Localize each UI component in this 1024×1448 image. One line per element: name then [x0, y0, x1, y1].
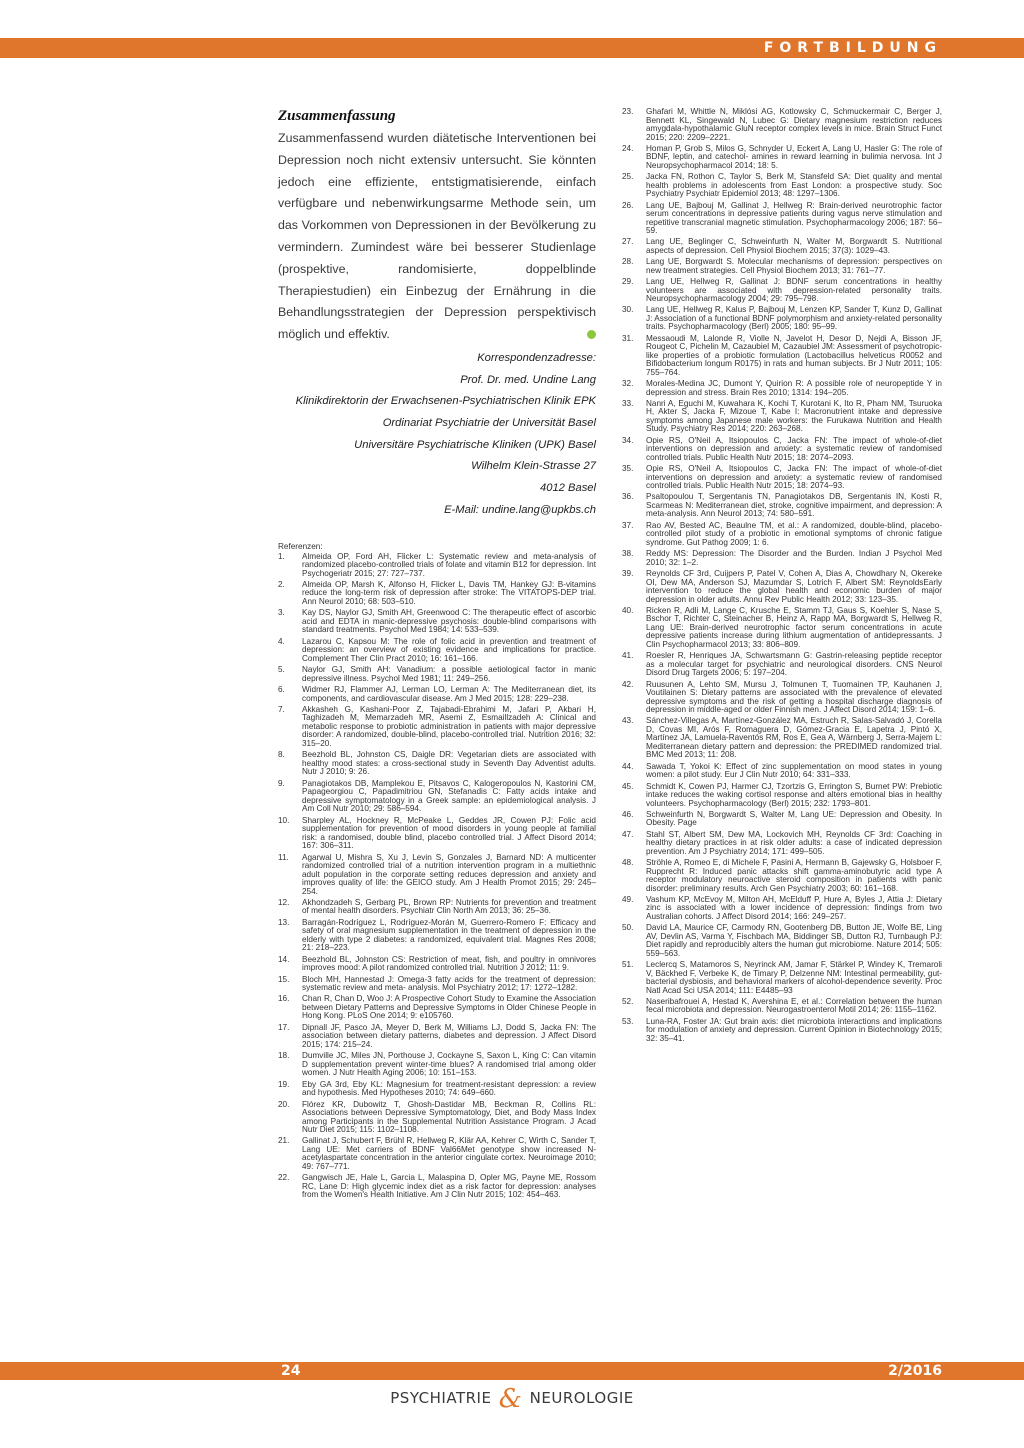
reference-item: [278, 1101, 596, 1135]
reference-item: [278, 638, 596, 664]
reference-number: 12.: [278, 897, 290, 907]
reference-item: [622, 811, 942, 828]
page-number: 24: [281, 1363, 301, 1379]
reference-item: [622, 335, 942, 378]
reference-number: 18.: [278, 1051, 290, 1061]
reference-number: 49.: [622, 894, 634, 904]
contact-position: Klinikdirektorin der Erwachsenen-Psychiatrischen Klinik EPK: [295, 395, 596, 408]
reference-text: Widmer RJ, Flammer AJ, Lerman LO, Lerman A: The Mediterranean diet, its components, and cardiovascular disease. Am J Med 2015; 128: 229–238.: [302, 685, 596, 703]
reference-number: 13.: [278, 917, 290, 927]
reference-text: Schweinfurth N, Borgwardt S, Walter M, Lang UE: Depression and Obesity. In Obesity. Page: [646, 809, 942, 828]
reference-number: 20.: [278, 1099, 290, 1109]
reference-item: [278, 609, 596, 635]
reference-text: Flórez KR, Dubowitz T, Ghosh-Dastidar MB, Beckman R, Collins RL: Associations between Depressive Symptomatology, Diet, and Body Mass Index among Participants in the Supplemental Nutrition Assistance Program. J Acad Nutr Diet 2015; 115: 1102–1108.: [302, 1099, 596, 1135]
reference-number: 23.: [622, 107, 634, 116]
reference-item: [278, 956, 596, 973]
reference-item: [622, 108, 942, 142]
references-list-right: [622, 108, 942, 1043]
reference-text: Luna-RA, Foster JA: Gut brain axis: diet microbiota interactions and implications for modulation of anxiety and depression. Current Opinion in Biotechnology 2015; 32: 35–41.: [646, 1016, 942, 1043]
reference-number: 33.: [622, 398, 634, 408]
right-column: [622, 106, 942, 1046]
reference-item: [622, 238, 942, 255]
reference-text: Panagiotakos DB, Mamplekou E, Pitsavos C, Kalogeropoulos N, Kastorini CM, Papageorgiou C, Papadimitriou GN, Stefanadis C: Fatty acids intake and depressive symptomatology in a Greek sample: an epidemiological analysis. J Am Coll Nutr 2010; 29: 586–594.: [302, 778, 596, 814]
references-title: Referenzen:: [278, 541, 323, 551]
reference-number: 53.: [622, 1016, 634, 1026]
reference-text: Reddy MS: Depression: The Disorder and the Burden. Indian J Psychol Med 2010; 32: 1–2.: [646, 549, 942, 567]
reference-item: [278, 919, 596, 953]
reference-number: 48.: [622, 858, 634, 868]
reference-number: 47.: [622, 829, 634, 839]
section-label: FORTBILDUNG: [763, 40, 942, 56]
references-list-left: [278, 553, 596, 1200]
footer-bar: [0, 1362, 1024, 1380]
reference-text: Reynolds CF 3rd, Cuijpers P, Patel V, Cohen A, Dias A, Chowdhary N, Okereke OI, Dew MA, Anderson SJ, Mazumdar S, Lotrich F, Albert SM: ReynoldsEarly intervention to reduce the global health and economic burden of major depression in older adults. Annu Rev Public Health 2012; 33: 123–35.: [646, 569, 942, 604]
reference-item: [622, 522, 942, 548]
reference-text: Lazarou C, Kapsou M: The role of folic acid in prevention and treatment of depression: an overview of existing evidence and implications for practice. Complement Ther Clin Pract 2010; 16: 161–166.: [302, 636, 596, 663]
reference-number: 31.: [622, 333, 634, 343]
reference-number: 46.: [622, 809, 634, 819]
reference-item: [622, 859, 942, 893]
reference-text: Lang UE, Hellweg R, Gallinat J: BDNF serum concentrations in healthy volunteers are associated with depression-related personality traits. Neuropsychopharmacology 2004; 29: 795–798.: [646, 277, 942, 304]
reference-item: [278, 976, 596, 993]
reference-text: Stahl ST, Albert SM, Dew MA, Lockovich MH, Reynolds CF 3rd: Coaching in healthy dietary practices in at risk older adults: a case of indicated depression prevention. Am J Psychiatry 2014; 171: 499–505.: [646, 829, 942, 856]
reference-number: 38.: [622, 549, 634, 559]
reference-text: David LA, Maurice CF, Carmody RN, Gootenberg DB, Button JE, Wolfe BE, Ling AV, Devlin AS, Varma Y, Fischbach MA, Biddinger SB, Dutton RJ, Turnbaugh PJ: Diet rapidly and reproducibly alters the human gut microbiome. Nature 2014; 505: 559–563.: [646, 923, 942, 958]
contact-city: 4012 Basel: [540, 482, 596, 495]
reference-text: Homan P, Grob S, Milos G, Schnyder U, Eckert A, Lang U, Hasler G: The role of BDNF, leptin, and catechol- amines in reward learning in bulimia nervosa. Int J Neuropsychopharmacol 2014; 18: 5.: [646, 143, 942, 170]
reference-number: 43.: [622, 716, 634, 726]
reference-text: Chan R, Chan D, Woo J: A Prospective Cohort Study to Examine the Association between Dietary Patterns and Depressive Symptoms in Older Chinese People in Hong Kong. PLoS One 2014; 9: e105760.: [302, 994, 596, 1021]
summary-text: [278, 128, 596, 346]
summary-heading: Zusammenfassung: [278, 108, 396, 124]
reference-number: 26.: [622, 200, 634, 210]
reference-number: 42.: [622, 679, 634, 689]
reference-item: [278, 686, 596, 703]
reference-number: 25.: [622, 172, 634, 182]
reference-item: [622, 306, 942, 332]
reference-item: [622, 437, 942, 463]
reference-number: 10.: [278, 815, 290, 825]
reference-item: [622, 763, 942, 780]
reference-number: 28.: [622, 257, 634, 267]
reference-number: 16.: [278, 994, 290, 1004]
reference-number: 19.: [278, 1079, 290, 1089]
reference-item: [622, 607, 942, 650]
reference-text: Roesler R, Henriques JA, Schwartsmann G: Gastrin-releasing peptide receptor as a molecular target for psychiatric and neurological disorders. CNS Neurol Disord Drug Targets 2006; 5: 197–204.: [646, 651, 942, 678]
reference-item: [622, 380, 942, 397]
reference-item: [622, 278, 942, 304]
reference-text: Morales-Medina JC, Dumont Y, Quirion R: A possible role of neuropeptide Y in depression and stress. Brain Res 2010; 1314: 194–205.: [646, 379, 942, 397]
reference-item: [622, 717, 942, 760]
reference-number: 35.: [622, 464, 634, 474]
reference-text: Opie RS, O'Neil A, Itsiopoulos C, Jacka FN: The impact of whole-of-diet interventions on depression and anxiety: a systematic review of randomised controlled trials. Public Health Nutr 2015; 18: 2074–93.: [646, 464, 942, 491]
reference-text: Beezhold BL, Johnston CS, Daigle DR: Vegetarian diets are associated with healthy mood states: a cross-sectional study in Seventh Day Adventist adults. Nutr J 2010; 9: 26.: [302, 750, 596, 777]
reference-item: [278, 1174, 596, 1200]
reference-text: Lang UE, Beglinger C, Schweinfurth N, Walter M, Borgwardt S. Nutritional aspects of depression. Cell Physiol Biochem 2015; 37(3): 1029–43.: [646, 237, 942, 255]
correspondence-address: [278, 348, 596, 522]
reference-text: Barragán-Rodríguez L, Rodríguez-Morán M, Guerrero-Romero F: Efficacy and safety of oral magnesium supplementation in the treatment of depression in the elderly with type 2 diabetes: a randomized, equivalent trial. Magnes Res 2008; 21: 218–223.: [302, 917, 596, 953]
reference-item: [622, 831, 942, 857]
reference-text: Lang UE, Borgwardt S. Molecular mechanisms of depression: perspectives on new treatment strategies. Cell Physiol Biochem 2013; 31: 761–77.: [646, 257, 942, 275]
contact-label: Korrespondenzadresse:: [477, 351, 596, 364]
reference-text: Lang UE, Bajbouj M, Gallinat J, Hellweg R: Brain-derived neurotrophic factor serum concentrations in depressive patients during vagus nerve stimulation and repetitive transcranial magnetic stimulation. Psychopharmacology 2006; 187: 56–59.: [646, 200, 942, 236]
reference-number: 39.: [622, 569, 634, 578]
reference-number: 32.: [622, 379, 634, 389]
contact-street: Wilhelm Klein-Strasse 27: [471, 460, 596, 473]
reference-text: Beezhold BL, Johnston CS: Restriction of meat, fish, and poultry in omnivores improves mood: A pilot randomized controlled trial. Nutrition J 2012; 11: 9.: [302, 954, 596, 973]
journal-name-right: NEUROLOGIE: [529, 1389, 634, 1407]
left-column: [278, 108, 596, 1203]
reference-text: Ruusunen A, Lehto SM, Mursu J, Tolmunen T, Tuomainen TP, Kauhanen J, Voutilainen S: Dietary patterns are associated with the prevalence of elevated depressive symptoms and the risk of getting a hospital discharge diagnosis of depression in middle-aged or older Finnish men. J Affect Disord 2014; 159: 1–6.: [646, 679, 942, 715]
reference-text: Almeida OP, Marsh K, Alfonso H, Flicker L, Davis TM, Hankey GJ: B-vitamins reduce the long-term risk of depression after stroke: The VITATOPS-DEP trial. Ann Neurol 2010; 68: 503–510.: [302, 579, 596, 606]
reference-text: Messaoudi M, Lalonde R, Violle N, Javelot H, Desor D, Nejdi A, Bisson JF, Rougeot C, Pichelin M, Cazaubiel M, Cazaubiel JM: Assessment of psychotropic-like properties of a probiotic formulation (Lactobacillus helveticus R0052 and Bifidobacterium longum R0175) in rats and human subjects. Br J Nutr 2011; 105: 755–764.: [646, 333, 942, 377]
issue-number: 2/2016: [888, 1363, 942, 1379]
reference-number: 36.: [622, 492, 634, 502]
reference-number: 22.: [278, 1173, 290, 1183]
reference-item: [622, 681, 942, 715]
reference-item: [278, 1081, 596, 1098]
reference-text: Sánchez-Villegas A, Martínez-González MA, Estruch R, Salas-Salvadó J, Corella D, Covas MI, Arós F, Romaguera D, Gómez-Gracia E, Lapetra J, Pintó X, Martínez JA, Lamuela-Raventós RM, Ros E, Gea A, Wärnberg J, Serra-Majem L: Mediterranean dietary pattern and depression: the PREDIMED randomized trial. BMC Med 2013; 11: 208.: [646, 716, 942, 760]
reference-text: Dumville JC, Miles JN, Porthouse J, Cockayne S, Saxon L, King C: Can vitamin D supplementation prevent winter-time blues? A randomised trial among older women. J Nutr Health Aging 2006; 10: 151–153.: [302, 1051, 596, 1078]
reference-text: Kay DS, Naylor GJ, Smith AH, Greenwood C: The therapeutic effect of ascorbic acid and EDTA in manic-depressive psychosis: double-blind comparisons with standard treatments. Psychol Med 1984; 14: 533–539.: [302, 608, 596, 635]
reference-number: 27.: [622, 237, 634, 247]
reference-text: Rao AV, Bested AC, Beaulne TM, et al.: A randomized, double-blind, placebo-controlled pilot study of a probiotic in emotional symptoms of chronic fatigue syndrome. Gut Pathog 2009; 1: 6.: [646, 520, 942, 547]
reference-item: [622, 493, 942, 519]
reference-item: [278, 1137, 596, 1171]
reference-number: 44.: [622, 761, 634, 771]
reference-item: [278, 553, 596, 579]
reference-number: 17.: [278, 1022, 290, 1032]
reference-text: Ströhle A, Romeo E, di Michele F, Pasini A, Hermann B, Gajewsky G, Holsboer F, Rupprecht R: Induced panic attacks shift gamma-aminobutyric acid type A receptor modulatory neuroactive steroid composition in patients with panic disorder: preliminary results. Arch Gen Psychiatry 2003; 60: 161–168.: [646, 858, 942, 893]
reference-text: Akhondzadeh S, Gerbarg PL, Brown RP: Nutrients for prevention and treatment of mental health disorders. Psychiatr Clin North Am 2013; 36: 25–36.: [302, 897, 596, 916]
reference-number: 52.: [622, 996, 634, 1006]
contact-unit: Ordinariat Psychiatrie der Universität Basel: [382, 417, 596, 430]
reference-item: [622, 465, 942, 491]
reference-item: [622, 998, 942, 1015]
reference-text: Ricken R, Adli M, Lange C, Krusche E, Stamm TJ, Gaus S, Koehler S, Nase S, Bschor T, Richter C, Steinacher B, Heinz A, Rapp MA, Borgwardt S, Hellweg R, Lang UE: Brain-derived neurotrophic factor serum concentrations in acute depressive patients increase during lithium augmentation of antidepressants. J Clin Psychopharmacol 2013; 33: 806–809.: [646, 605, 942, 649]
reference-text: Gangwisch JE, Hale L, Garcia L, Malaspina D, Opler MG, Payne ME, Rossom RC, Lane D: High glycemic index diet as a risk factor for depression: analyses from the Women's Health Initiative. Am J Clin Nutr 2015; 102: 454–463.: [302, 1173, 596, 1200]
reference-text: Gallinat J, Schubert F, Brühl R, Hellweg R, Klär AA, Kehrer C, Wirth C, Sander T, Lang UE: Met carriers of BDNF Val66Met genotype show increased N-acetylaspartate concentration in the anterior cingulate cortex. Neuroimage 2010; 49: 767–771.: [302, 1136, 596, 1171]
reference-text: Vashum KP, McEvoy M, Milton AH, McElduff P, Hure A, Byles J, Attia J: Dietary zinc is associated with a lower incidence of depression: findings from two Australian cohorts. J Affect Disord 2014; 166: 249–257.: [646, 894, 942, 921]
reference-number: 24.: [622, 143, 634, 153]
reference-item: [622, 1018, 942, 1044]
header-bar: [0, 38, 1024, 58]
contact-institution: Universitäre Psychiatrische Kliniken (UPK) Basel: [354, 438, 596, 451]
reference-number: 3.: [278, 608, 285, 618]
reference-number: 37.: [622, 520, 634, 530]
reference-item: [622, 570, 942, 604]
reference-number: 45.: [622, 781, 634, 791]
journal-ampersand: &: [498, 1384, 523, 1414]
reference-item: [278, 995, 596, 1021]
reference-number: 9.: [278, 778, 285, 788]
reference-number: 1.: [278, 551, 285, 561]
reference-item: [622, 652, 942, 678]
reference-number: 30.: [622, 305, 634, 315]
reference-item: [278, 706, 596, 749]
reference-text: Ghafari M, Whittle N, Miklósi AG, Kotlowsky C, Schmuckermair C, Berger J, Bennett KL, Singewald N, Lubec G: Dietary magnesium restriction reduces amygdala-hypothalamic GluN receptor complex levels in mice. Brain Struct Funct 2015; 220: 2209–2221.: [646, 107, 942, 142]
reference-text: Agarwal U, Mishra S, Xu J, Levin S, Gonzales J, Barnard ND: A multicenter randomized controlled trial of a nutrition intervention program in a multiethnic adult population in the corporate setting reduces depression and anxiety and improves quality of life: the GEICO study. Am J Health Promot 2015; 29: 245–254.: [302, 852, 596, 896]
reference-number: 51.: [622, 960, 634, 970]
reference-number: 4.: [278, 636, 285, 646]
reference-number: 29.: [622, 277, 634, 287]
reference-text: Sawada T, Yokoi K: Effect of zinc supplementation on mood states in young women: a pilot study. Eur J Clin Nutr 2010; 64: 331–333.: [646, 761, 942, 780]
reference-number: 14.: [278, 954, 290, 964]
reference-number: 34.: [622, 435, 634, 445]
reference-text: Naseribafrouei A, Hestad K, Avershina E, et al.: Correlation between the human fecal microbiota and depression. Neurogastroenterol Motil 2014; 26: 1155–1162.: [646, 996, 942, 1015]
reference-item: [622, 145, 942, 171]
reference-item: [622, 550, 942, 567]
reference-number: 40.: [622, 605, 634, 615]
contact-name: Prof. Dr. med. Undine Lang: [460, 373, 596, 386]
reference-item: [278, 581, 596, 607]
reference-text: Nanri A, Eguchi M, Kuwahara K, Kochi T, Kurotani K, Ito R, Pham NM, Tsuruoka H, Akter S, Jacka F, Mizoue T, Kabe I: Macronutrient intake and depressive symptoms among Japanese male workers: the Furukawa Nutrition and Health Study. Psychiatry Res 2014; 220: 263–268.: [646, 398, 942, 434]
reference-number: 7.: [278, 704, 285, 714]
reference-number: 41.: [622, 651, 634, 661]
reference-number: 8.: [278, 750, 285, 760]
reference-item: [622, 258, 942, 275]
reference-text: Jacka FN, Rothon C, Taylor S, Berk M, Stansfeld SA: Diet quality and mental health problems in adolescents from East London: a prospective study. Soc Psychiatry Psychiatr Epidemiol 2013; 48: 1297–1306.: [646, 172, 942, 199]
reference-number: 21.: [278, 1136, 290, 1146]
reference-text: Lang UE, Hellweg R, Kalus P, Bajbouj M, Lenzen KP, Sander T, Kunz D, Gallinat J: Association of a functional BDNF polymorphism and anxiety-related personality traits. Psychopharmacology (Berl) 2005; 180: 95–99.: [646, 305, 942, 332]
reference-number: 5.: [278, 665, 285, 675]
summary-body: Zusammenfassend wurden diätetische Interventionen bei Depression noch nicht extensiv untersucht. Sie könnten jedoch eine effiziente, entstigmatisierende, einfach verfügbare und nebenwirkungsarme Methode sein, um das Vorkommen von Depressionen in der Bevölkerung zu vermindern. Zumindest wäre bei besserer Studienlage (prospektive, randomisierte, doppelblinde Therapiestudien) ein Einbezug der Ernährung in die Behandlungsstrategien der Depression perspektivisch möglich und effektiv.: [278, 131, 596, 342]
reference-text: Almeida OP, Ford AH, Flicker L: Systematic review and meta-analysis of randomized placebo-controlled trials of folate and vitamin B12 for depression. Int Psychogeriatr 2015; 27: 727–737.: [302, 551, 596, 578]
reference-text: Sharpley AL, Hockney R, McPeake L, Geddes JR, Cowen PJ: Folic acid supplementation for prevention of mood disorders in young people at familial risk: a randomised, double blind, placebo controlled trial. J Affect Disord 2014; 167: 306–311.: [302, 815, 596, 851]
reference-number: 6.: [278, 685, 285, 695]
reference-text: Psaltopoulou T, Sergentanis TN, Panagiotakos DB, Sergentanis IN, Kosti R, Scarmeas N: Mediterranean diet, stroke, cognitive impairment, and depression: A meta-analysis. Ann Neurol 2013; 74: 580–591.: [646, 492, 942, 519]
contact-email[interactable]: E-Mail: undine.lang@upkbs.ch: [444, 503, 596, 516]
reference-number: 50.: [622, 923, 634, 933]
reference-text: Leclercq S, Matamoros S, Neyrinck AM, Jamar F, Stärkel P, Windey K, Tremaroli V, Bäckhed F, Verbeke K, de Timary P, Delzenne NM: Intestinal permeability, gut-bacterial dysbiosis, and behavioral markers of alcohol-dependence severity. Proc Natl Acad Sci USA 2014; 111: E4485–93: [646, 960, 942, 995]
reference-item: [622, 896, 942, 922]
reference-number: 2.: [278, 579, 285, 589]
reference-item: [622, 202, 942, 236]
reference-text: Akkasheh G, Kashani-Poor Z, Tajabadi-Ebrahimi M, Jafari P, Akbari H, Taghizadeh M, Memarzadeh MR, Asemi Z, Esmaillzadeh A: Clinical and metabolic response to probiotic administration in patients with major depressive disorder: A randomized, double-blind, placebo-controlled trial. Nutrition 2016; 32: 315–20.: [302, 704, 596, 748]
reference-text: Eby GA 3rd, Eby KL: Magnesium for treatment-resistant depression: a review and hypothesis. Med Hypotheses 2010; 74: 649–660.: [302, 1079, 596, 1098]
reference-text: Bloch MH, Hannestad J: Omega-3 fatty acids for the treatment of depression: systematic review and meta- analysis. Mol Psychiatry 2012; 17: 1272–1282.: [302, 974, 596, 993]
reference-item: [622, 924, 942, 958]
reference-item: [278, 1024, 596, 1050]
reference-item: [622, 400, 942, 434]
reference-item: [278, 817, 596, 851]
reference-text: Dipnall JF, Pasco JA, Meyer D, Berk M, Williams LJ, Dodd S, Jacka FN: The association between dietary patterns, diabetes and depression. J Affect Disord 2015; 174: 215–24.: [302, 1022, 596, 1049]
reference-number: 11.: [278, 852, 289, 862]
reference-item: [278, 780, 596, 814]
reference-item: [622, 173, 942, 199]
journal-name-left: PSYCHIATRIE: [390, 1389, 492, 1407]
reference-text: Naylor GJ, Smith AH: Vanadium: a possible aetiological factor in manic depressive illness. Psychol Med 1981; 11: 249–256.: [302, 665, 596, 683]
end-mark-icon: [587, 330, 596, 339]
reference-item: [278, 1052, 596, 1078]
reference-item: [278, 751, 596, 777]
reference-text: Schmidt K, Cowen PJ, Harmer CJ, Tzortzis G, Errington S, Burnet PW: Prebiotic intake reduces the waking cortisol response and alters emotional bias in healthy volunteers. Psychopharmacology (Berl) 2015; 232: 1793–801.: [646, 781, 942, 808]
reference-item: [278, 666, 596, 683]
reference-item: [278, 899, 596, 916]
reference-item: [622, 961, 942, 995]
reference-number: 15.: [278, 974, 290, 984]
reference-item: [278, 854, 596, 897]
journal-logo: [0, 1384, 1024, 1414]
reference-text: Opie RS, O'Neil A, Itsiopoulos C, Jacka FN: The impact of whole-of-diet interventions on depression and anxiety: a systematic review of randomised controlled trials. Public Health Nutr 2015; 18: 2074–2093.: [646, 435, 942, 462]
reference-item: [622, 783, 942, 809]
